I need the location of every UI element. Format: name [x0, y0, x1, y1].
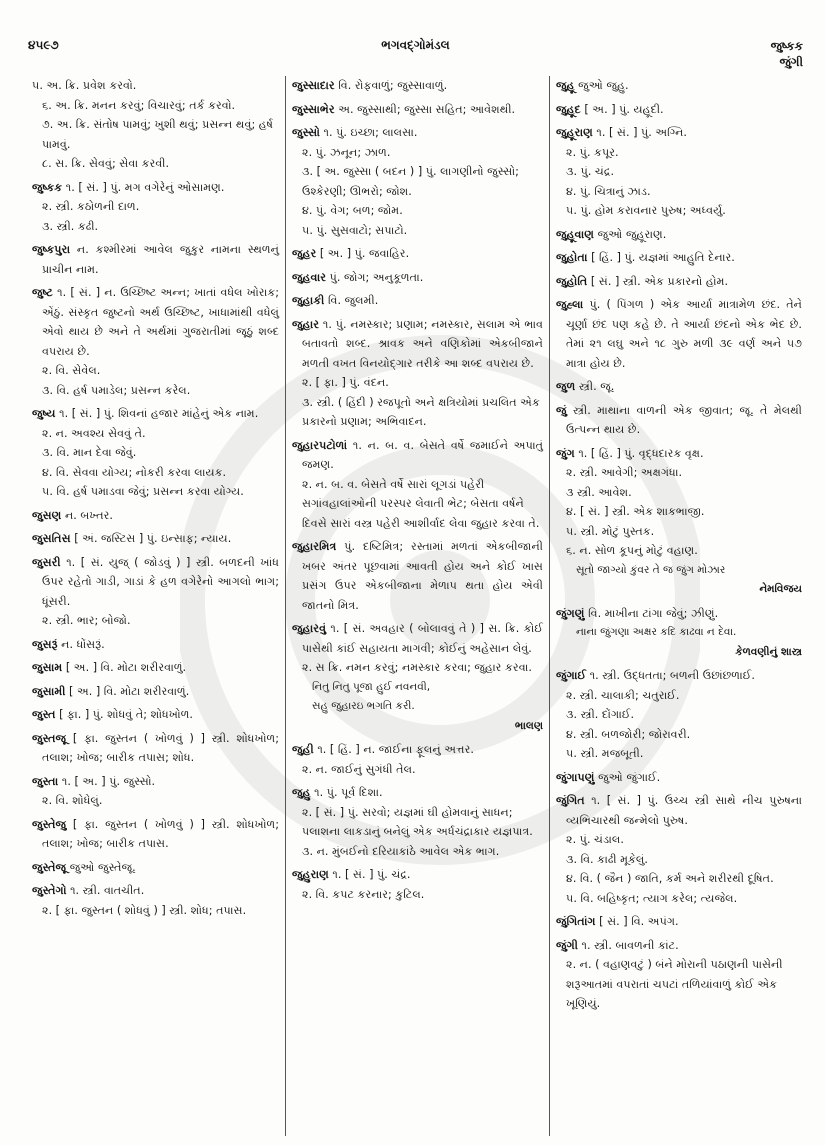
column-2	[286, 76, 550, 1136]
definition-text: ૩. ન. મુંબઈનો દરિયાકાંઠે આવેલ એક ભાગ.	[302, 844, 500, 858]
dictionary-entry	[556, 936, 802, 1014]
headword: જુહુ	[292, 786, 311, 799]
dictionary-entry	[32, 729, 279, 768]
book-title: ભગવદ્ગોમંડલ	[381, 38, 450, 52]
dictionary-entry	[32, 772, 279, 811]
definition-text: ન. કશ્મીરમાં આવેલ જુકુર નામના સ્થળનું પ્રાચીન નામ.	[42, 243, 279, 276]
headword: જું	[556, 403, 567, 417]
definition-text: ૧. સ્ત્રી. ઉદ્ધતતા; બળની ઉછાંછળાઈ.	[589, 669, 755, 682]
headword: જુસરૂં	[32, 637, 58, 651]
headword: જુસતિસ	[32, 532, 71, 545]
definition-text: ૫. પું. હોમ કરાવનાર પુરુષ; અધ્વર્યુ.	[566, 204, 726, 217]
definition-text: ૩. સ્ત્રી. કઢી.	[42, 219, 99, 233]
citation-quote: નાના જુંગણા અક્ષર કદિ કાઢવા ન દેવા.	[576, 626, 737, 638]
definition-text: ૨. ન. ( વહાણવટું ) બંને મોરાની પઠાણની પાસેની શરૂઆતમાં વપરાતાં ચપટાં તળિયાંવાળું કોઈ એક ખૂણિયું.	[566, 958, 783, 1010]
definition-text: [ ફા. જુસ્તન ( ખોળવું ) ] સ્ત્રી. શોધખોળ; તલાશ; ખોજ; બારીક તપાસ; શોધ.	[42, 731, 279, 764]
definition-text: ૪. વિ. ( જૈન ) જાતિ, કર્મ અને શરીરથી દૂષિત.	[566, 872, 774, 885]
definition-text: વિ. જુલમી.	[327, 294, 379, 307]
dictionary-entry	[556, 76, 802, 96]
headword: જુષ્કક	[32, 180, 63, 194]
definition-text: ૧. [ સં. ] પું. ઉચ્ચ સ્ત્રી સાથે નીચ પુરુષના વ્યભિચારથી જન્મેલો પુરુષ.	[566, 794, 802, 827]
dictionary-entry	[556, 912, 802, 932]
citation-quote: નિતુ નિતુ પૂજા હુઈ નવનવી,	[312, 680, 431, 693]
page-header	[28, 30, 803, 70]
definition-text: ૩. વિ. હર્ષ પમાડેલ; પ્રસન્ન કરેલ.	[42, 383, 191, 397]
headword: જુહ્લા	[556, 298, 584, 311]
headword: જુહર	[292, 247, 317, 260]
definition-text: ૩. વિ. કાઢી મૂકેલું.	[566, 852, 648, 866]
dictionary-entry	[292, 123, 543, 240]
definition-text: ૧. [ સં. ] પું. મગ વગેરેનું ઓસામણ.	[65, 180, 225, 194]
headword: જુહારપટોળાં	[292, 438, 348, 452]
dictionary-entry	[32, 682, 279, 702]
definition-text: ૨. [ ફા. જુસ્તન ( શોધવું ) ] સ્ત્રી. શોધ; તપાસ.	[42, 903, 247, 917]
dictionary-entry	[292, 76, 543, 96]
headword: જુંગી	[556, 938, 578, 952]
headword: જુહારવું	[292, 622, 327, 635]
definition-text: ૨. સ્ત્રી. આવેગી; અક્ષગંધા.	[566, 466, 683, 479]
definition-text: ૧. [ સં. ] પું. અગ્નિ.	[596, 126, 687, 139]
headword: જુહારમિત્ર	[292, 540, 337, 553]
headword: જુહાર	[292, 317, 320, 331]
headword: જુહી	[292, 743, 314, 756]
definition-text: ૨. સ્ત્રી. ચાલાકી; ચતુરાઈ.	[566, 688, 680, 702]
dictionary-entry	[32, 240, 279, 279]
headword: જુષ્કપુરા	[32, 243, 71, 256]
definition-text: [ ફા. જુસ્તન ( ખોળવું ) ] સ્ત્રી. શોધખોળ; તલાશ; ખોજ; બારીક તપાસ.	[42, 817, 279, 850]
definition-text: ૪. [ સં. ] સ્ત્રી. એક શાકભાજી.	[566, 505, 705, 518]
dictionary-entry	[32, 283, 279, 400]
dictionary-entry	[556, 100, 802, 120]
headword: જુંગિતાંગ	[556, 915, 596, 928]
definition-text: ૪. પું. ચિત્રાનું ઝાડ.	[566, 184, 651, 198]
definition-text: ૧. પું. નમસ્કાર; પ્રણામ; નમસ્કાર, સલામ એ ભાવ બતાવતો શબ્દ. શ્રાવક અને વણિકોમાં એકબીજાને મળતી વખત વિનયોદ્ગાર તરીકે આ શબ્દ વપરાય છે.	[302, 317, 543, 370]
definition-text: જુઓ જુંગાઈ.	[598, 770, 661, 784]
dictionary-entry	[556, 248, 802, 268]
dictionary-entry	[292, 783, 543, 861]
definition-text: ૩. [ અ. જુસ્સા ( બદન ) ] પું. લાગણીનો જુસ્સો; ઉશ્કેરણી; ઊભરો; જોશ.	[302, 165, 519, 198]
headword: જુહવાર	[292, 270, 327, 284]
definition-text: ૫. વિ. હર્ષ પમાડવા જેવું; પ્રસન્ન કરવા યોગ્ય.	[42, 485, 244, 498]
definition-text: પું. ( પિંગળ ) એક આર્યા માત્રામેળ છંદ. તેને ચૂર્ણા છંદ પણ કહે છે. તે આર્યા છંદનો એક ભેદ છે. તેમાં ૨૧ લઘુ અને ૧૮ ગુરુ મળી ૩૯ વર્ણ અને ૫૭ માત્રા હોય છે.	[566, 298, 802, 370]
definition-text: ૧. ન. બ. વ. બેસતે વર્ષે જમાઈને અપાતું જમણ.	[302, 438, 543, 471]
definition-text: ૨. વિ. સેવેલ.	[42, 364, 101, 377]
definition-text: ૨. [ સં. ] પું. સરવો; યજ્ઞમાં ઘી હોમવાનું સાધન; પલાશના લાકડાનું બનેલું એક અર્ધચંદ્રાકાર યજ્ઞપાત્ર.	[302, 805, 533, 838]
dictionary-entry	[292, 100, 543, 120]
definition-text: સ્ત્રી. માથાના વાળની એક જીવાત; જૂ. તે મેલથી ઉત્પન્ન થાય છે.	[566, 403, 802, 436]
dictionary-entry	[556, 444, 802, 600]
dictionary-entry	[292, 865, 543, 904]
definition-text: ૮. સ. ક્રિ. સેવવું; સેવા કરવી.	[42, 157, 170, 170]
dictionary-entry	[292, 244, 543, 264]
definition-text: ન. ધોંસરૂં.	[61, 637, 105, 651]
definition-text: વિ. માખીના ટાંગા જેવું; ઝીણું.	[588, 606, 719, 620]
citation-quote: સૂતો જાગ્યો કુંવર તે જ જુંગ મોઝાર	[576, 563, 726, 576]
dictionary-entry	[292, 740, 543, 779]
headword: જુહૂરાણ	[556, 126, 593, 139]
dictionary-entry	[556, 791, 802, 908]
dictionary-entry	[32, 881, 279, 920]
headword: જુહોતા	[556, 251, 588, 264]
dictionary-entry	[32, 815, 279, 854]
headword: જુળ	[556, 380, 576, 393]
definition-text: ૩. પું. ચંદ્ર.	[566, 165, 615, 178]
dictionary-entry	[292, 291, 543, 311]
definition-text: ૧. [ સં. ] ન. ઉચ્છિષ્ટ અન્ન; ખાતાં વધેલ ખોરાક; એંઠું. સંસ્કૃત જુષ્ટનો અર્થ ઉચ્છિષ્ટ, ખાધામાંથી વધેલું એવો થાય છે અને તે અર્થમાં ગુજરાતીમાં જૂઠું શબ્દ વપરાય છે.	[42, 286, 279, 358]
headword: જુષ્ટ	[32, 286, 53, 299]
definition-text: ૨. સ ક્રિ. નમન કરવું; નમસ્કાર કરવા; જુહાર કરવા.	[302, 661, 532, 674]
definition-text: ૧. [ હિં. ] પું. વૃદ્ધદારક વૃક્ષ.	[578, 446, 704, 460]
definition-text: [ અં. જસ્ટિસ ] પું. ઇન્સાફ; ન્યાય.	[74, 532, 232, 545]
dictionary-columns	[26, 76, 808, 1136]
definition-text: ૧. [ સં. અવહાર ( બોલાવવું તે ) ] સ. ક્રિ. કોઈ પાસેથી કાંઈ સહાયતા માગવી; કોઈનું અહેસાન લેવું.	[302, 622, 543, 655]
definition-text: ૧. [ હિં. ] ન. જાઈના ફૂલનું અત્તર.	[317, 743, 474, 756]
citation-quote: સહુ જુહારઇ ભગતિ કરી.	[312, 700, 415, 712]
headword: જુસણ	[32, 508, 62, 522]
definition-text: ૨. ન. અવશ્ય સેવવું તે.	[42, 426, 146, 440]
definition-text: ૨. પું. કપૂર.	[566, 145, 619, 159]
headword: જુહોતિ	[556, 274, 588, 288]
headword: જુહુરાણ	[292, 868, 329, 881]
definition-text: પું. જોગ; અનુકૂળતા.	[329, 270, 424, 284]
guide-words	[771, 38, 803, 70]
definition-text: વિ. રોફવાળું; જુસ્સાવાળું.	[338, 79, 448, 92]
headword: જુસ્તેગો	[32, 884, 67, 897]
dictionary-entry	[32, 529, 279, 549]
definition-text: ૨. સ્ત્રી. ભાર; બોજો.	[42, 614, 131, 627]
definition-text: ૭. અ. ક્રિ. સંતોષ પામવું; ખુશી થવું; પ્રસન્ન થવું; હર્ષ પામવું.	[42, 118, 273, 151]
definition-text: ૩. સ્ત્રી. દોંગાઈ.	[566, 708, 635, 721]
headword: જુહાકી	[292, 294, 325, 307]
headword: જુસ્તેજૂ	[32, 860, 67, 874]
headword: જુસ્ત	[32, 708, 56, 721]
column-1	[26, 76, 286, 1136]
dictionary-entry	[556, 604, 802, 663]
definition-text: જુઓ જુહુ.	[578, 79, 629, 92]
definition-text: ૧. સ્ત્રી. વાતચીત.	[70, 884, 145, 897]
definition-text: ૩. સ્ત્રી. ( હિંદી ) રજપૂતો અને ક્ષત્રિયોમાં પ્રચલિત એક પ્રકારનો પ્રણામ; અભિવાદન.	[302, 395, 540, 428]
definition-text: ૨. વિ. કપટ કરનાર; કુટિલ.	[302, 887, 425, 901]
definition-text: ૧. [ સં. યુજ્ ( જોડવું ) ] સ્ત્રી. બળદની ખાંધ ઉપર રહેતો ગાડી, ગાડાં કે હળ વગેરેનો આગલો ભાગ; ધૂંસરી.	[42, 555, 279, 608]
dictionary-entry	[556, 666, 802, 764]
definition-text: ૨. પું. ચંડાલ.	[566, 833, 624, 846]
definition-text: ૨. ન. બ. વ. બેસતે વર્ષે સારાં લૂગડાં પહેરી સગાંવહાલાંઓની પરસ્પર લેવાતી ભેટ; બેસતા વર્ષને દિવસે સારાં વસ્ત્ર પહેરી આશીર્વાદ લેવા જુહાર કરવા તે.	[302, 477, 540, 530]
dictionary-entry	[292, 315, 543, 432]
definition-text: ૬. ન. સોળ કૂપનું મોટું વહાણ.	[566, 544, 698, 557]
definition-text: ૩. વિ. માન દેવા જેવું.	[42, 446, 137, 459]
guide-word-last: જુંગી	[779, 55, 803, 69]
definition-text: ૧. [ સં. ] પું. શિવનાં હજાર માંહેનું એક નામ.	[59, 407, 259, 420]
headword: જુસરી	[32, 555, 61, 569]
definition-text: [ સં. ] સ્ત્રી. એક પ્રકારનો હોમ.	[590, 274, 729, 288]
dictionary-entry	[292, 268, 543, 288]
definition-text: ૪. સ્ત્રી. બળજોરી; જોરાવરી.	[566, 727, 691, 741]
headword: જુંગ	[556, 446, 575, 460]
definition-text: ૨. પું. ઝનૂન; ઝાળ.	[302, 145, 391, 159]
definition-text: [ અ. ] વિ. મોટા શરીરવાળું.	[69, 684, 190, 698]
dictionary-entry	[32, 705, 279, 725]
headword: જુંગણું	[556, 606, 585, 620]
headword: જુહૂવાણ	[556, 227, 595, 241]
dictionary-entry	[32, 404, 279, 502]
definition-text: ૧. પું. ઇચ્છા; લાલસા.	[323, 126, 418, 139]
definition-text: ૩ સ્ત્રી. આવેશ.	[566, 485, 632, 499]
definition-text: ૫. વિ. બહિષ્કૃત; ત્યાગ કરેલ; ત્યજેલ.	[566, 891, 738, 905]
definition-text: [ હિં. ] પું. યજ્ઞમાં આહુતિ દેનાર.	[591, 251, 735, 264]
dictionary-entry	[32, 658, 279, 678]
definition-text: ૧. [ અ. ] પું. જુસ્સો.	[61, 774, 156, 788]
dictionary-entry	[556, 768, 802, 788]
headword: જુસ્સાદાર	[292, 79, 335, 92]
page-number: ૪૫૯૭	[28, 38, 59, 52]
headword: જુસ્તેજુ	[32, 817, 67, 831]
headword: જુંગાપણું	[556, 770, 595, 784]
definition-text: ૨. સ્ત્રી. કઠોળની દાળ.	[42, 200, 140, 213]
headword: જુષ્ય	[32, 407, 56, 420]
headword: જુંગાઈ	[556, 669, 587, 682]
definition-text: [ અ. ] પું. જવાહિર.	[319, 247, 410, 260]
definition-text: સ્ત્રી. જૂ.	[578, 380, 615, 393]
definition-text: જુઓ જુહૂરાણ.	[597, 227, 667, 241]
dictionary-entry	[32, 858, 279, 878]
definition-text: ૫. અ. ક્રિ. પ્રવેશ કરવો.	[32, 79, 137, 92]
dictionary-entry	[32, 76, 279, 174]
definition-text: [ અ. ] પું. યહૂદી.	[584, 102, 664, 116]
citation-source: કેળવણીનું શાસ્ત્ર	[735, 645, 802, 658]
headword: જુહૂ	[556, 79, 575, 92]
definition-text: ૧. [ સં. ] પું. ચંદ્ર.	[332, 868, 411, 881]
citation-source: નેમવિજય	[759, 583, 802, 595]
definition-text: ૨. [ ફા. ] પું. વંદન.	[302, 376, 389, 389]
headword: જુહૂદ	[556, 102, 581, 116]
definition-text: ૫. સ્ત્રી. મજબૂતી.	[566, 747, 644, 760]
definition-text: ૧. સ્ત્રી. બાવળની કાંટ.	[581, 938, 679, 952]
definition-text: ૧. પું. પૂર્વ દિશા.	[314, 786, 383, 799]
dictionary-entry	[32, 178, 279, 237]
definition-text: ૫. સ્ત્રી. મોટું પુસ્તક.	[566, 524, 655, 538]
citation-source: ભાલણ	[514, 719, 543, 732]
definition-text: પું. દષ્ટિમિત્ર; રસ્તામાં મળતાં એકબીજાની ખબર અંતર પૂછવામાં આવતી હોય અને કોઈ ખાસ પ્રસંગ ઉપર એકબીજાના મેળાપ થતા હોય એવી જાતનો મિત્ર.	[302, 540, 543, 612]
dictionary-entry	[556, 295, 802, 373]
definition-text: ૬. અ. ક્રિ. મનન કરવું; વિચારવું; તર્ક કરવો.	[42, 98, 236, 112]
dictionary-entry	[292, 436, 543, 534]
dictionary-entry	[556, 401, 802, 440]
headword: જુસ્તા	[32, 774, 59, 788]
headword: જુંગિત	[556, 794, 585, 807]
dictionary-entry	[32, 635, 279, 655]
definition-text: ૨. ન. જાઈનું સુગંધી તેલ.	[302, 762, 416, 776]
headword: જુસામી	[32, 684, 66, 698]
headword: જુસ્તજૂ	[32, 731, 67, 745]
guide-word-first: જુષ્કક	[770, 39, 803, 53]
definition-text: [ સં. ] વિ. અપંગ.	[599, 915, 679, 928]
definition-text: અ. જુસ્સાથી; જુસ્સા સહિત; આવેશથી.	[338, 102, 516, 116]
definition-text: [ અ. ] વિ. મોટા શરીરવાળું.	[65, 661, 187, 674]
definition-text: [ ફા. ] પું. શોધવું તે; શોધખોળ.	[59, 708, 193, 721]
headword: જુસામ	[32, 661, 63, 674]
definition-text: ૪. વિ. સેવવા યોગ્ય; નોકરી કરવા લાયક.	[42, 465, 227, 479]
dictionary-entry	[556, 377, 802, 397]
definition-text: ૪. પું. વેગ; બળ; જોમ.	[302, 204, 403, 217]
dictionary-entry	[556, 225, 802, 245]
headword: જુસ્સાભેર	[292, 102, 335, 116]
dictionary-entry	[556, 123, 802, 221]
definition-text: જુઓ જુસ્તેજૂ.	[69, 860, 136, 874]
definition-text: ૨. વિ. શોધેલું.	[42, 794, 103, 807]
column-3	[550, 76, 808, 1136]
dictionary-entry	[32, 553, 279, 631]
dictionary-entry	[292, 537, 543, 615]
dictionary-entry	[556, 272, 802, 292]
headword: જુસ્સો	[292, 126, 320, 139]
definition-text: ન. બખ્તર.	[64, 508, 113, 522]
dictionary-entry	[32, 506, 279, 526]
definition-text: ૫. પું. સુસવાટો; સપાટો.	[302, 223, 408, 237]
dictionary-entry	[292, 619, 543, 736]
